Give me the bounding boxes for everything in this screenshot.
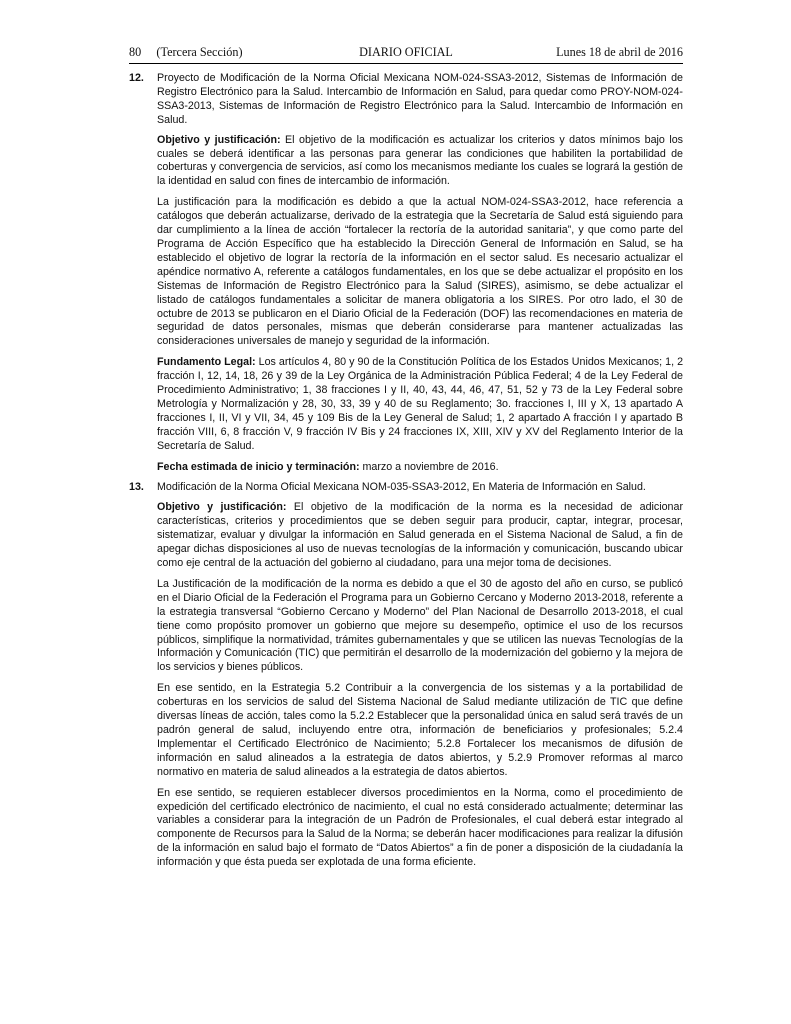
date-label: Fecha estimada de inicio y terminación:	[157, 460, 360, 473]
date-text: marzo a noviembre de 2016.	[359, 460, 499, 473]
legal-text: Los artículos 4, 80 y 90 de la Constitución Política de los Estados Unidos Mexicanos; 1, 2 fracción I, 12, 14, 18, 26 y 39 de la Ley Orgánica de la Administración Pública Federal; 4 de la Ley Federal de Procedimiento Administrativo; 1, 38 fracciones I y II, 40, 43, 44, 46, 47, 51, 52 y 73 de la Ley Federal sobre Metrología y Normalización y 28, 30, 33, 39 y 40 de su Reglamento; 3o. fracciones I, III y X, 13 apartado A fracciones I, II, VI y VII, 34, 45 y 109 Bis de la Ley General de Salud; 1, 2 apartado A fracción I y apartado B fracción VIII, 6, 8 fracción V, 9 fracción IV Bis y 24 fracciones IX, XIII, XIV y XV del Reglamento Interior de la Secretaría de Salud.	[157, 356, 684, 452]
list-item-12	[129, 72, 683, 474]
page-header	[129, 45, 683, 64]
objective-label: Objetivo y justificación:	[157, 501, 287, 514]
objective-text: El objetivo de la modificación es actualizar los criterios y datos mínimos bajo los cuales se deberá identificar a las personas para generar las condiciones que habiliten la portabilidad de coberturas y convergencia de servicios, así como los mecanismos mediante los cuales se logrará la gestión de la identidad en salud con fines de intercambio de información.	[157, 133, 683, 188]
objective-paragraph	[157, 501, 683, 571]
justification-paragraph: La Justificación de la modificación de la norma es debido a que el 30 de agosto del año en curso, se publicó en el Diario Oficial de la Federación el Programa para un Gobierno Cercano y Moderno 2013-2018, referente a la estrategia transversal “Gobierno Cercano y Moderno” del Plan Nacional de Desarrollo 2013-2018, el cual tiene como propósito promover un gobierno que mejore su desempeño, optimice el uso de los recursos públicos, simplifique la normatividad, trámites gubernamentales y que se utilicen las nuevas Tecnologías de la Información y Comunicación (TIC) que permitirán el desarrollo de la modernización del gobierno y la mejora de los servicios y bienes públicos.	[157, 577, 683, 674]
item-title: Modificación de la Norma Oficial Mexicana NOM-035-SSA3-2012, En Materia de Información en Salud.	[157, 481, 646, 494]
item-title: Proyecto de Modificación de la Norma Oficial Mexicana NOM-024-SSA3-2012, Sistemas de Información de Registro Electrónico para la Salud. Intercambio de Información en Salud, para quedar como PROY-NOM-024-SSA3-2013, Sistemas de Información de Registro Electrónico para la Salud. Intercambio de Información en Salud.	[157, 72, 683, 126]
strategy-paragraph: En ese sentido, en la Estrategia 5.2 Contribuir a la convergencia de los sistemas y a la portabilidad de coberturas en los servicios de salud del Sistema Nacional de Salud mediante utilización de TIC que define diversas líneas de acción, tales como la 5.2.2 Establecer que la personalidad única en salud será través de un padrón general de salud, incluyendo entre otra, información de beneficiarios y profesionales; 5.2.4 Implementar el Certificado Electrónico de Nacimiento; 5.2.8 Fortalecer los mecanismos de difusión de información en salud alineados a la estrategia de datos abiertos, y 5.2.9 Promover reformas al marco normativo en materia de salud alineados a la estrategia de datos abiertos.	[157, 682, 683, 778]
date-paragraph	[157, 461, 683, 475]
procedures-paragraph: En ese sentido, se requieren establecer diversos procedimientos en la Norma, como el procedimiento de expedición del certificado electrónico de nacimiento, el cual no está considerado actualmente; determinar las variables a considerar para la integración de un Padrón de Profesionales, el cual deberá estar integrado al componente de Recursos para la Salud de la Norma; se deberán hacer modificaciones para realizar la difusión de la información en salud bajo el formato de “Datos Abiertos” a fin de poner a disposición de la ciudadanía la información y que ésta pueda ser explotada de una forma eficiente.	[157, 786, 683, 869]
document-body	[129, 72, 683, 877]
list-item-13	[129, 481, 683, 870]
header-date: Lunes 18 de abril de 2016	[556, 45, 683, 59]
item-number: 12.	[129, 72, 144, 84]
header-publication-title: DIARIO OFICIAL	[359, 45, 453, 59]
legal-paragraph	[157, 356, 683, 453]
objective-label: Objetivo y justificación:	[157, 133, 281, 146]
item-number: 13.	[129, 481, 144, 494]
justification-paragraph: La justificación para la modificación es debido a que la actual NOM-024-SSA3-2012, hace referencia a catálogos que deberán actualizarse, derivado de la estrategia que la Secretaría de Salud está siguiendo para dar cumplimiento a la línea de acción “fortalecer la rectoría de la autoridad sanitaria”, y que como parte del Programa de Acción Específico que ha establecido la Dirección General de Información en Salud, se ha establecido el objetivo de lograr la rectoría de la información en el sector salud. Es necesario actualizar el apéndice normativo A, referente a catálogos fundamentales, en los que se debe actualizar el propósito en los Sistemas de Información de Registro Electrónico para la Salud (SIRES), asimismo, se debe actualizar el listado de catálogos fundamentales a solicitar de manera obligatoria a los SIRES. Por otro lado, el 30 de octubre de 2013 se publicaron en el Diario Oficial de la Federación (DOF) las recomendaciones en materia de seguridad de datos personales, mismas que deberán considerarse para mantener actualizadas las consideraciones universales de manejo y seguridad de la información.	[157, 196, 683, 348]
legal-label: Fundamento Legal:	[157, 356, 256, 369]
objective-text: El objetivo de la modificación de la norma es la necesidad de adicionar características, criterios y procedimientos que se deben seguir para producir, captar, integrar, procesar, sistematizar, evaluar y divulgar la información en Salud generada en el Sistema Nacional de Salud, a fin de apegar dichas disposiciones al uso de nuevas tecnologías de la información y comunicación, buscando ubicar como eje central de la actuación del gobierno al ciudadano, para una mejor toma de decisiones.	[157, 501, 683, 569]
objective-paragraph	[157, 134, 683, 190]
header-page-section: 80 (Tercera Sección)	[129, 45, 243, 59]
